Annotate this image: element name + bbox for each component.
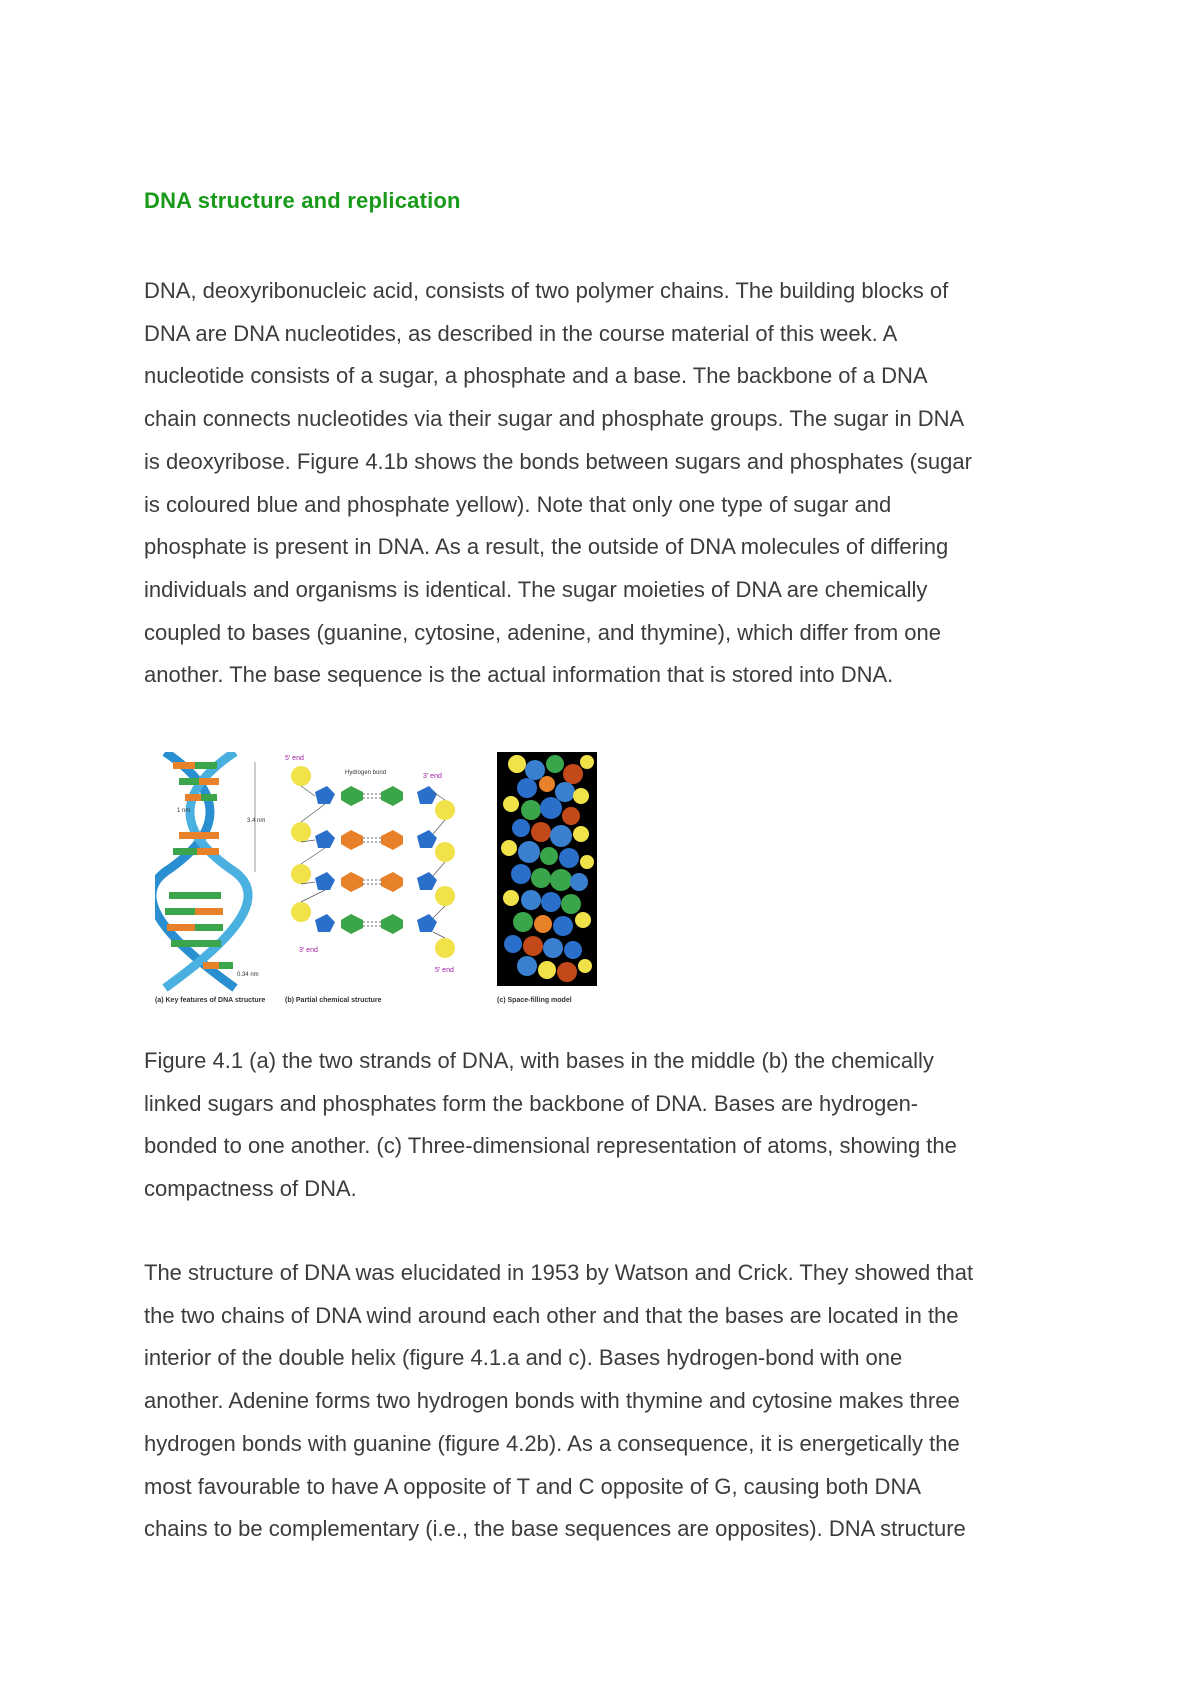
paragraph-line: hydrogen bonds with guanine (figure 4.2b). As a consequence, it is energetically the	[144, 1430, 960, 1456]
three-prime-end-top: 3' end	[423, 773, 442, 780]
paragraph-line: interior of the double helix (figure 4.1.a and c). Bases hydrogen-bond with one	[144, 1345, 903, 1371]
paragraph-line: DNA are DNA nucleotides, as described in the course material of this week. A	[144, 320, 898, 346]
document-title: DNA structure and replication	[144, 188, 461, 213]
paragraph-intro	[144, 270, 1064, 697]
panel-a-label: (a) Key features of DNA structure	[155, 997, 266, 1004]
hydrogen-bond-label: Hydrogen bond	[345, 770, 387, 776]
three-prime-end-bottom: 3' end	[299, 947, 318, 954]
paragraph-line: most favourable to have A opposite of T and C opposite of G, causing both DNA	[144, 1473, 922, 1499]
panel-b-chemical-structure	[285, 755, 455, 1004]
figure-caption	[144, 1040, 1064, 1211]
dna-figure-illustration	[155, 752, 615, 1008]
paragraph-line: nucleotide consists of a sugar, a phosphate and a base. The backbone of a DNA	[144, 363, 928, 389]
paragraph-line: the two chains of DNA wind around each other and that the bases are located in the	[144, 1302, 959, 1328]
paragraph-line: The structure of DNA was elucidated in 1953 by Watson and Crick. They showed that	[144, 1260, 974, 1285]
caption-line: Figure 4.1 (a) the two strands of DNA, with bases in the middle (b) the chemically	[144, 1048, 934, 1073]
paragraph-line: is deoxyribose. Figure 4.1b shows the bonds between sugars and phosphates (sugar	[144, 448, 972, 474]
paragraph-line: chain connects nucleotides via their sugar and phosphate groups. The sugar in DNA	[144, 406, 965, 432]
five-prime-end-top: 5' end	[285, 755, 304, 762]
paragraph-line: is coloured blue and phosphate yellow). Note that only one type of sugar and	[144, 491, 892, 517]
paragraph-line: another. The base sequence is the actual information that is stored into DNA.	[144, 662, 894, 688]
paragraph-line: another. Adenine forms two hydrogen bonds with thymine and cytosine makes three	[144, 1388, 960, 1414]
paragraph-line: chains to be complementary (i.e., the base sequences are opposites). DNA structure	[144, 1516, 966, 1542]
panel-b-label: (b) Partial chemical structure	[285, 997, 382, 1004]
measure-1nm: 1 nm	[177, 808, 191, 814]
measure-3-4nm: 3.4 nm	[247, 818, 266, 824]
five-prime-end-bottom: 5' end	[435, 967, 454, 974]
paragraph-line: individuals and organisms is identical. The sugar moieties of DNA are chemically	[144, 576, 928, 602]
caption-line: bonded to one another. (c) Three-dimensional representation of atoms, showing the	[144, 1133, 957, 1159]
paragraph-line: phosphate is present in DNA. As a result, the outside of DNA molecules of differing	[144, 534, 949, 560]
panel-c-space-filling-model	[497, 752, 597, 1004]
paragraph-watson-crick	[144, 1252, 1064, 1551]
caption-line: linked sugars and phosphates form the backbone of DNA. Bases are hydrogen-	[144, 1090, 919, 1116]
measure-0-34nm: 0.34 nm	[237, 972, 259, 978]
paragraph-line: coupled to bases (guanine, cytosine, adenine, and thymine), which differ from one	[144, 619, 941, 645]
paragraph-line: DNA, deoxyribonucleic acid, consists of two polymer chains. The building blocks of	[144, 278, 949, 303]
panel-a-double-helix	[155, 752, 265, 1004]
caption-line: compactness of DNA.	[144, 1176, 357, 1202]
dna-figure	[155, 752, 615, 1008]
panel-c-label: (c) Space-filling model	[497, 997, 572, 1004]
